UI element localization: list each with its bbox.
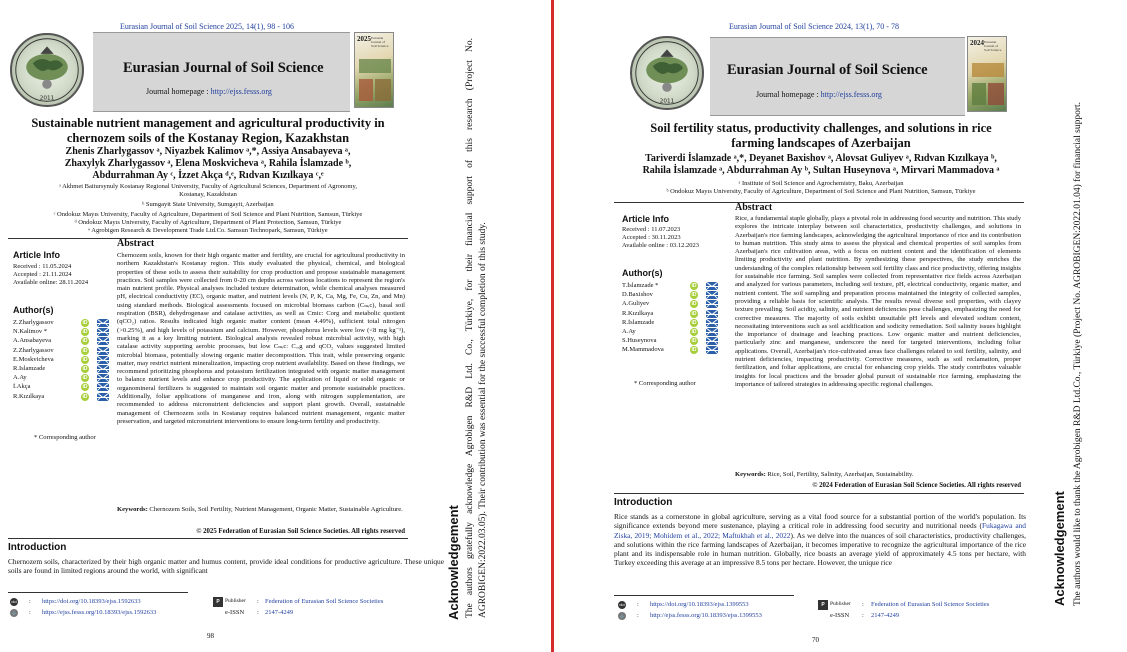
- orcid-icon[interactable]: iD: [691, 319, 697, 326]
- author-name: İ.Akça: [13, 383, 31, 391]
- introduction-text: Chernozem soils, characterized by their high organic matter and humus content, provide ideal conditions for productive agriculture. These unique soils are found in limited regions around the world, with significant: [8, 557, 444, 576]
- orcid-icon[interactable]: iD: [82, 366, 88, 372]
- author-row: [622, 337, 732, 346]
- logo-year: 2011: [39, 95, 55, 102]
- corresponding-note: * Corresponding author: [34, 434, 96, 441]
- abstract-text: Rice, a fundamental staple globally, plays a pivotal role in addressing food security and nutrition. This study explores the intricate interplay between soil characteristics, productivity challenges, and solutions in Azerbaijan's rice farming landscapes, acknowledging the agricultural importance of rice and its contribution to human nutrition. This study aims to assess the physical and chemical properties of soil samples from Azerbaijan's rice cultivation areas, with a focus on nutrient content and the identification of elements limiting productivity and plant nutrition. By synthesizing these perspectives, the study enriches the understanding of the complex relationship between soil fertility class and rice productivity, offering insights for sustainable rice farming. Soil samples were collected from representative rice fields across Azerbaijan and analyzed for various parameters, including soil texture, pH, electrical conductivity, organic matter, and nutrient content. The soil sampling and preparation process maintained the integrity of collected samples, providing a reliable basis for scientific analysis. The results reveal diverse soil properties, with clayey texture prevailing. Soil acidity, salinity, and nutrient deficiencies pose challenges, emphasizing the need for corrective measures. The majority of soils exhibit unsuitable pH levels and elevated sodium content, necessitating interventions such as soil acidification and sodicity remediation. Soil salinity issues highlight the importance of drainage and leaching practices. Low organic matter and nutrient deficiencies, particularly zinc and manganese, underscore the need for targeted interventions, including foliar applications. Overall, Azerbaijan's rice-cultivated areas face challenges related to soil fertility, salinity, and nutrient deficiencies, impacting productivity. Corrective measures, such as soil reclamation, proper fertilization, and foliar applications, are crucial for enhancing crop yields. The study contributes valuable insights for local practices and the broader global pursuit of sustainable rice farming, emphasizing the importance of tailored strategies in addressing specific regional challenges.: [735, 215, 1021, 388]
- author-name: A.Ay: [13, 374, 27, 382]
- email-icon[interactable]: [97, 337, 109, 345]
- left-page: Eurasian Journal of Soil Science 2025, 14(1), 98 - 106 2011 Eurasian Journal of Soil Science Journal homepage : http://ejss.fesss.org 2025 Eurasian Journal of Soil Science Sustainable nutrient management and agricultural productivity in chernozem soils of the Kostanay Region, Kazakhstan Zhenis Zharlygassov ᵃ, Niyazbek Kalimov ᵃ,*, Assiya Ansabayeva ᵃ, Zhaxylyk Zharlygassov ᵃ, Elena Moskvicheva ᵃ, Rahila İslamzade ᵇ, Abdurrahman Ay ᶜ, İzzet Akça ᵈ,ᵉ, Rıdvan Kızılkaya ᶜ,ᵉ ᵃ Akhmet Baitursynuly Kostanay Regional University, Faculty of Agricultural Sciences, Department of Agronomy, Kostanay, Kazakhstan ᵇ Sumgayit State University, Sumgayit, Azerbaijan ᶜ Ondokuz Mayıs University, Faculty of Agriculture, Department of Soil Science and Plant Nutrition, Samsun, Türkiye ᵈ Ondokuz Mayıs University, Faculty of Agriculture, Department of Plant Protection, Samsun, Türkiye ᵉ Agrobigen Research & Development Trade Ltd.Co. Samsun Technopark, Samsun, Türkiye Article Info Received : 11.05.2024 Accepted : 21.11.2024 Available online: 28.11.2024 Author(s) Z.Zharlygassov iD N.Kalimov * iD A.Ansabayeva iD Z.Zharlygassov iD E.Moskvicheva iD R.Islamzade iD A.Ay iD İ.Akça iD R.Kızılkaya iD * Corresponding author Abstract Chernozem soils, known for their high organic matter and fertility, are crucial for agricultural productivity in northern Kazakhstan's Kostanay region. This study evaluated the physical, chemical, and biological properties of these soils to assess their suitability for crop production and propose sustainable management practices. Soil samples were collected from 0-20 cm depths across various locations to represent the region's main nutrient profile. Physical analyses included texture determination, while chemical analyses measured pH, electrical conductivity (EC), organic matter, and nutrient levels (N, P, K, Ca, Mg, Fe, Cu, Zn, and Mn) using standard methods. Biological assessments focused on microbial biomass carbon (Cₘᵢc), basal soil respiration (BSR), dehydrogenase and catalase activities, as well as Cmic: Corg and metabolic quotient (qCO₂) ratios. Results indicated high organic matter content (mean 4.49%), sufficient total nitrogen (>0.25%), and high levels of potassium and calcium. However, phosphorus levels were low (<8 mg kg⁻¹), marking it as a key limiting nutrient. Biological analysis revealed robust microbial activity, with high catalase activity supporting aerobic processes, but low Cₘᵢc: Cₒᵣg and qCO₂ values suggested limited microbial biomass, potentially slowing organic matter decomposition. This trait, while preserving organic matter, may restrict nutrient mineralization, impacting crop nutrient availability. Based on these findings, we recommend prioritizing phosphorus and potassium fertilization integrated with organic matter management to balance nutrient levels and enhance crop productivity. The application of liquid or solid organic or organomineral fertilizers is suggested to maintain soil organic matter and promote sustainable practices. Additionally, foliar applications of manganese and iron, along with nitrogen supplementation, are recommended to address micronutrient deficiencies and support plant growth. Overall, sustainable management of Chernozem soils in Kostanay requires balanced nutrient management, organic matter preservation, and targeted micronutrient interventions to ensure long-term fertility and productivity. Keywords: Chernozem Soils, Soil Fertility, Nutrient Management, Organic Matter, Sustainable Agriculture. © 2025 Federation of Eurasian Soil Science Societies. All rights reserved Introduction Chernozem soils, characterized by their high organic matter and humus content, provide ideal conditions for productive agriculture. These unique soils are found in limited regions around the world, with significant doi : https://doi.org/10.18393/ejss.1592633 ⚓ : https://ejss.fesss.org/10.18393/ejss.1592633 P Publisher : Federation of Eurasian Soil Science Societies e-ISSN : 2147-4249 98 Acknowledgement The authors gratefully acknowledge Agrobigen R&D Ltd. Co., Türkiye, for their financial support of this research (Project No. AGROBIGEN:2022.03.05). Their contribution was essential for the successful completion of this study.: [8, 22, 488, 640]
- author-name: A.Ansabayeva: [13, 337, 52, 345]
- article-dates: Received : 11.05.2024 Accepted : 21.11.2024 Available online: 28.11.2024: [13, 263, 89, 286]
- orcid-icon[interactable]: iD: [691, 329, 697, 335]
- author-name: R.Islamzade: [13, 365, 46, 372]
- author-row: [622, 310, 732, 319]
- journal-title: Eurasian Journal of Soil Science: [727, 62, 928, 78]
- email-icon[interactable]: [706, 291, 718, 299]
- copyright-notice: © 2024 Federation of Eurasian Soil Science Societies. All rights reserved: [812, 482, 1021, 489]
- journal-homepage-link[interactable]: http://ejss.fesss.org: [210, 87, 272, 96]
- author-row: [622, 291, 732, 300]
- email-icon[interactable]: [97, 383, 109, 391]
- author-name: Z.Zharlygassov: [13, 346, 54, 354]
- keywords: Keywords: Chernozem Soils, Soil Fertility, Nutrient Management, Organic Matter, Sustainable Agriculture.: [117, 506, 403, 513]
- publisher-link[interactable]: Federation of Eurasian Soil Science Societies: [871, 601, 990, 608]
- publisher-icon: P: [818, 600, 828, 610]
- link-icon: ⚓: [11, 610, 17, 615]
- logo-year: 2011: [659, 98, 675, 105]
- doi-link[interactable]: https://doi.org/10.18393/ejss.1592633: [42, 598, 141, 605]
- orcid-icon[interactable]: iD: [691, 310, 697, 317]
- publisher-icon: P: [213, 597, 223, 607]
- author-row: [622, 319, 732, 328]
- abstract-heading: Abstract: [117, 238, 155, 249]
- acknowledgement-heading: Acknowledgement: [446, 505, 461, 620]
- author-row: [622, 282, 732, 291]
- doi-link[interactable]: https://doi.org/10.18393/ejss.1399553: [650, 601, 749, 608]
- journal-homepage: Journal homepage : http://ejss.fesss.org: [146, 87, 272, 96]
- doi-icon: doi: [619, 602, 625, 607]
- journal-cover: 2024 Eurasian Journal of Soil Science: [967, 36, 1007, 112]
- email-icon[interactable]: [706, 310, 718, 318]
- email-icon[interactable]: [97, 319, 109, 327]
- orcid-icon[interactable]: iD: [82, 347, 88, 354]
- orcid-icon[interactable]: iD: [82, 384, 88, 391]
- email-icon[interactable]: [706, 346, 718, 354]
- author-names: Tariverdi İslamzade ᵃ,*, Deyanet Baxishov ᵃ, Alovsat Guliyev ᵃ, Rıdvan Kızılkaya ᵇ, Rahila İslamzade ᵃ, Abdurrahman Ay ᵇ, Sultan Huseynova ᵃ, Mirvari Mammadova ᵃ: [642, 153, 1000, 176]
- society-logo: [630, 36, 704, 110]
- orcid-icon[interactable]: iD: [691, 292, 697, 299]
- divider: [8, 238, 408, 239]
- ejss-link[interactable]: https://ejss.fesss.org/10.18393/ejss.1592633: [42, 609, 157, 616]
- acknowledgement-text: The authors gratefully acknowledge Agrobigen R&D Ltd. Co., Türkiye, for their financial support of this research (Project No. AGROBIGEN:2022.03.05). Their contribution was essential for the successful completion of this study.: [465, 38, 488, 618]
- email-icon[interactable]: [97, 347, 109, 355]
- email-icon[interactable]: [706, 300, 718, 308]
- acknowledgement: [446, 40, 461, 620]
- orcid-icon[interactable]: iD: [82, 320, 88, 326]
- introduction-heading: Introduction: [614, 497, 673, 508]
- email-icon[interactable]: [97, 374, 109, 382]
- article-dates: Received : 11.07.2023 Accepted : 30.11.2023 Available online : 03.12.2023: [622, 226, 699, 249]
- affiliations: ᵃ Akhmet Baitursynuly Kostanay Regional University, Faculty of Agricultural Sciences, Department of Agronomy, Kostanay, Kazakhstan ᵇ Sumgayit State University, Sumgayit, Azerbaijan ᶜ Ondokuz Mayıs University, Faculty of Agriculture, Department of Soil Science and Plant Nutrition, Samsun, Türkiye ᵈ Ondokuz Mayıs University, Faculty of Agriculture, Department of Plant Protection, Samsun, Türkiye ᵉ Agrobigen Research & Development Trade Ltd.Co. Samsun Technopark, Samsun, Türkiye: [53, 183, 363, 234]
- email-icon[interactable]: [706, 337, 718, 345]
- author-row: [13, 374, 123, 383]
- publisher-link[interactable]: Federation of Eurasian Soil Science Societies: [265, 598, 384, 605]
- abstract-heading: Abstract: [735, 202, 773, 213]
- ejss-link[interactable]: http://ejss.fesss.org/10.18393/ejss.1399553: [650, 612, 762, 619]
- journal-cover: 2025 Eurasian Journal of Soil Science: [354, 32, 394, 108]
- email-icon[interactable]: [97, 356, 109, 364]
- orcid-icon[interactable]: iD: [691, 347, 697, 354]
- article-info-heading: Article Info: [13, 250, 61, 260]
- author-name: N.Kalimov *: [13, 328, 47, 336]
- author-name: T.İslamzade *: [622, 282, 659, 289]
- page-number: 98: [207, 632, 214, 640]
- email-icon[interactable]: [706, 319, 718, 327]
- page-divider: [551, 0, 554, 652]
- authors-heading: Author(s): [622, 268, 663, 278]
- author-name: A.Guliyev: [622, 300, 650, 308]
- author-row: [622, 300, 732, 309]
- link-icon: ⚓: [619, 613, 625, 618]
- author-name: R.Kızılkaya: [13, 392, 45, 400]
- orcid-icon[interactable]: iD: [82, 356, 88, 363]
- author-row: [13, 347, 123, 356]
- author-row: [13, 337, 123, 346]
- author-name: M.Mammadova: [622, 346, 664, 354]
- author-name: Z.Zharlygassov: [13, 319, 54, 326]
- orcid-icon[interactable]: iD: [691, 283, 697, 289]
- author-name: R.Kızılkaya: [622, 309, 654, 317]
- author-name: D.Baxishov: [622, 291, 653, 299]
- author-row: [13, 393, 123, 402]
- corresponding-note: * Corresponding author: [634, 380, 696, 387]
- orcid-icon[interactable]: iD: [82, 329, 88, 336]
- orcid-icon[interactable]: iD: [82, 338, 88, 345]
- orcid-icon[interactable]: iD: [82, 393, 88, 400]
- orcid-icon[interactable]: iD: [691, 301, 697, 308]
- copyright-notice: © 2025 Federation of Eurasian Soil Science Societies. All rights reserved: [196, 528, 405, 535]
- divider: [614, 202, 1024, 203]
- author-names: Zhenis Zharlygassov ᵃ, Niyazbek Kalimov ᵃ,*, Assiya Ansabayeva ᵃ, Zhaxylyk Zharlygassov ᵃ, Elena Moskvicheva ᵃ, Rahila İslamzade ᵇ, Abdurrahman Ay ᶜ, İzzet Akça ᵈ,ᵉ, Rıdvan Kızılkaya ᶜ,ᵉ: [64, 146, 352, 181]
- author-row: [13, 383, 123, 392]
- acknowledgement-text: The authors would like to thank the Agrobigen R&D Ltd.Co., Türkiye (Project No. AGROBIGEN:2022.01.04) for financial support.: [1073, 101, 1083, 606]
- doi-icon: doi: [11, 599, 17, 604]
- introduction-citations-link[interactable]: Fukagawa and Ziska, 2019; Mohidem et al., 2022; Maftukhah et al., 2022: [614, 521, 1026, 540]
- author-name: E.Moskvicheva: [13, 355, 54, 363]
- acknowledgement-heading: Acknowledgement: [1052, 491, 1067, 606]
- author-row: [622, 346, 732, 355]
- author-row: [13, 365, 123, 374]
- author-row: [13, 356, 123, 365]
- author-row: [13, 319, 123, 328]
- email-icon[interactable]: [97, 393, 109, 401]
- society-logo: [10, 33, 84, 107]
- paper-title: Sustainable nutrient management and agricultural productivity in chernozem soils of the Kostanay Region, Kazakhstan: [31, 116, 385, 145]
- authors-heading: Author(s): [13, 305, 54, 315]
- author-name: R.İslamzade: [622, 318, 655, 326]
- citation: Eurasian Journal of Soil Science 2024, 13(1), 70 - 78: [729, 22, 899, 31]
- abstract-text: Chernozem soils, known for their high organic matter and fertility, are crucial for agricultural productivity in northern Kazakhstan's Kostanay region. This study evaluated the physical, chemical, and biological properties of these soils to assess their suitability for crop production and propose sustainable management practices. Soil samples were collected from 0-20 cm depths across various locations to represent the region's main nutrient profile. Physical analyses included texture determination, while chemical analyses measured pH, electrical conductivity (EC), organic matter, and nutrient levels (N, P, K, Ca, Mg, Fe, Cu, Zn, and Mn) using standard methods. Biological assessments focused on microbial biomass carbon (Cₘᵢc), basal soil respiration (BSR), dehydrogenase and catalase activities, as well as Cmic: Corg and metabolic quotient (qCO₂) ratios. Results indicated high organic matter content (mean 4.49%), sufficient total nitrogen (>0.25%), and high levels of potassium and calcium. However, phosphorus levels were low (<8 mg kg⁻¹), marking it as a key limiting nutrient. Biological analysis revealed robust microbial activity, with high catalase activity supporting aerobic processes, but low Cₘᵢc: Cₒᵣg and qCO₂ values suggested limited microbial biomass, potentially slowing organic matter decomposition. This trait, while preserving organic matter, may restrict nutrient mineralization, impacting crop nutrient availability. Based on these findings, we recommend prioritizing phosphorus and potassium fertilization integrated with organic matter management to balance nutrient levels and enhance crop productivity. The application of liquid or solid organic or organomineral fertilizers is suggested to maintain soil organic matter and promote sustainable practices. Additionally, foliar applications of manganese and iron, along with nitrogen supplementation, are recommended to address micronutrient deficiencies and support plant growth. Overall, sustainable management of Chernozem soils in Kostanay requires balanced nutrient management, organic matter preservation, and targeted micronutrient interventions to ensure long-term fertility and productivity.: [117, 252, 405, 425]
- journal-homepage: Journal homepage : http://ejss.fesss.org: [756, 90, 882, 99]
- email-icon[interactable]: [706, 328, 718, 336]
- article-info-heading: Article Info: [622, 214, 670, 224]
- email-icon[interactable]: [97, 365, 109, 373]
- journal-homepage-link[interactable]: http://ejss.fesss.org: [820, 90, 882, 99]
- author-name: S.Huseynova: [622, 337, 657, 345]
- email-icon[interactable]: [97, 328, 109, 336]
- right-page: Eurasian Journal of Soil Science 2024, 13(1), 70 - 78 2011 Eurasian Journal of Soil Science Journal homepage : http://ejss.fesss.org 2024 Eurasian Journal of Soil Science Soil fertility status, productivity challenges, and solutions in rice farming landscapes of Azerbaijan Tariverdi İslamzade ᵃ,*, Deyanet Baxishov ᵃ, Alovsat Guliyev ᵃ, Rıdvan Kızılkaya ᵇ, Rahila İslamzade ᵃ, Abdurrahman Ay ᵇ, Sultan Huseynova ᵃ, Mirvari Mammadova ᵃ ᵃ Institute of Soil Science and Agrochemistry, Baku, Azerbaijan ᵇ Ondokuz Mayıs University, Faculty of Agriculture, Department of Soil Science and Plant Nutrition, Samsun, Türkiye Article Info Received : 11.07.2023 Accepted : 30.11.2023 Available online : 03.12.2023 Author(s) T.İslamzade * iD D.Baxishov iD A.Guliyev iD R.Kızılkaya iD R.İslamzade iD A.Ay iD S.Huseynova iD M.Mammadova iD * Corresponding author Abstract Rice, a fundamental staple globally, plays a pivotal role in addressing food security and nutrition. This study explores the intricate interplay between soil characteristics, productivity challenges, and solutions in Azerbaijan's rice farming landscapes, acknowledging the agricultural importance of rice and its contribution to human nutrition. This study aims to assess the physical and chemical properties of soil samples from Azerbaijan's rice cultivation areas, with a focus on nutrient content and the identification of elements limiting productivity and plant nutrition. By synthesizing these perspectives, the study enriches the understanding of the complex relationship between soil fertility class and rice productivity, offering insights for sustainable rice farming. Soil samples were collected from representative rice fields across Azerbaijan and analyzed for various parameters, including soil texture, pH, electrical conductivity, organic matter, and nutrient content. The soil sampling and preparation process maintained the integrity of collected samples, providing a reliable basis for scientific analysis. The results reveal diverse soil properties, with clayey texture prevailing. Soil acidity, salinity, and nutrient deficiencies pose challenges, emphasizing the need for corrective measures. The majority of soils exhibit unsuitable pH levels and elevated sodium content, necessitating interventions such as soil acidification and sodicity remediation. Soil salinity issues highlight the importance of drainage and leaching practices. Low organic matter and nutrient deficiencies, particularly zinc and manganese, underscore the need for targeted interventions, including foliar applications. Overall, Azerbaijan's rice-cultivated areas face challenges related to soil fertility, salinity, and nutrient deficiencies, impacting productivity. Corrective measures, such as soil reclamation, proper fertilization, and foliar applications, are crucial for enhancing crop yields. The study contributes valuable insights for local practices and the broader global pursuit of sustainable rice farming, emphasizing the importance of tailored strategies in addressing specific regional challenges. Keywords: Rice, Soil, Fertility, Salinity, Azerbaijan, Sustainability. © 2024 Federation of Eurasian Soil Science Societies. All rights reserved Introduction Rice stands as a cornerstone in global agriculture, serving as a vital food source for a substantial portion of the world's population. Its significance extends beyond mere sustenance, playing a critical role in addressing food security and nutritional needs (Fukagawa and Ziska, 2019; Mohidem et al., 2022; Maftukhah et al., 2022). As we delve into the nuances of soil characteristics, productivity challenges, and solutions within the rice farming landscapes of Azerbaijan, it becomes imperative to recognize the agricultural importance of the rice plant and its indispensable role in human nutrition. Globally, rice boasts an average yield of approximately 4.5 tons per hectare, with Turkey exceeding this average at an impressive 8.5 tons per hectare. However, the unique rice doi : https://doi.org/10.18393/ejss.1399553 ⚓ : http://ejss.fesss.org/10.18393/ejss.1399553 P Publisher : Federation of Eurasian Soil Science Societies e-ISSN : 2147-4249 70 Acknowledgement The authors would like to thank the Agrobigen R&D Ltd.Co., Türkiye (Project No. AGROBIGEN:2022.01.04) for financial support.: [556, 0, 1127, 652]
- email-icon[interactable]: [706, 282, 718, 290]
- affiliations: ᵃ Institute of Soil Science and Agrochemistry, Baku, Azerbaijan ᵇ Ondokuz Mayıs University, Faculty of Agriculture, Department of Soil Science and Plant Nutrition, Samsun, Türkiye: [666, 180, 976, 195]
- page-number: 70: [812, 636, 819, 644]
- introduction-text: Rice stands as a cornerstone in global agriculture, serving as a vital food source for a substantial portion of the world's population. Its significance extends beyond mere sustenance, playing a critical role in addressing food security and nutritional needs (Fukagawa and Ziska, 2019; Mohidem et al., 2022; Maftukhah et al., 2022). As we delve into the nuances of soil characteristics, productivity challenges, and solutions within the rice farming landscapes of Azerbaijan, it becomes imperative to recognize the agricultural importance of the rice plant and its indispensable role in human nutrition. Globally, rice boasts an average yield of approximately 4.5 tons per hectare, with Turkey exceeding this average at an impressive 8.5 tons per hectare. However, the unique rice: [614, 512, 1026, 568]
- author-name: A.Ay: [622, 328, 636, 335]
- paper-title: Soil fertility status, productivity challenges, and solutions in rice farming landscapes of Azerbaijan: [650, 121, 992, 150]
- orcid-icon[interactable]: iD: [82, 375, 88, 382]
- journal-title: Eurasian Journal of Soil Science: [123, 60, 324, 76]
- author-row: [13, 328, 123, 337]
- citation: Eurasian Journal of Soil Science 2025, 14(1), 98 - 106: [120, 22, 294, 31]
- author-row: [622, 328, 732, 337]
- orcid-icon[interactable]: iD: [691, 338, 697, 345]
- acknowledgement: [1052, 46, 1067, 606]
- keywords: Keywords: Rice, Soil, Fertility, Salinity, Azerbaijan, Sustainability.: [735, 471, 914, 478]
- introduction-heading: Introduction: [8, 542, 67, 553]
